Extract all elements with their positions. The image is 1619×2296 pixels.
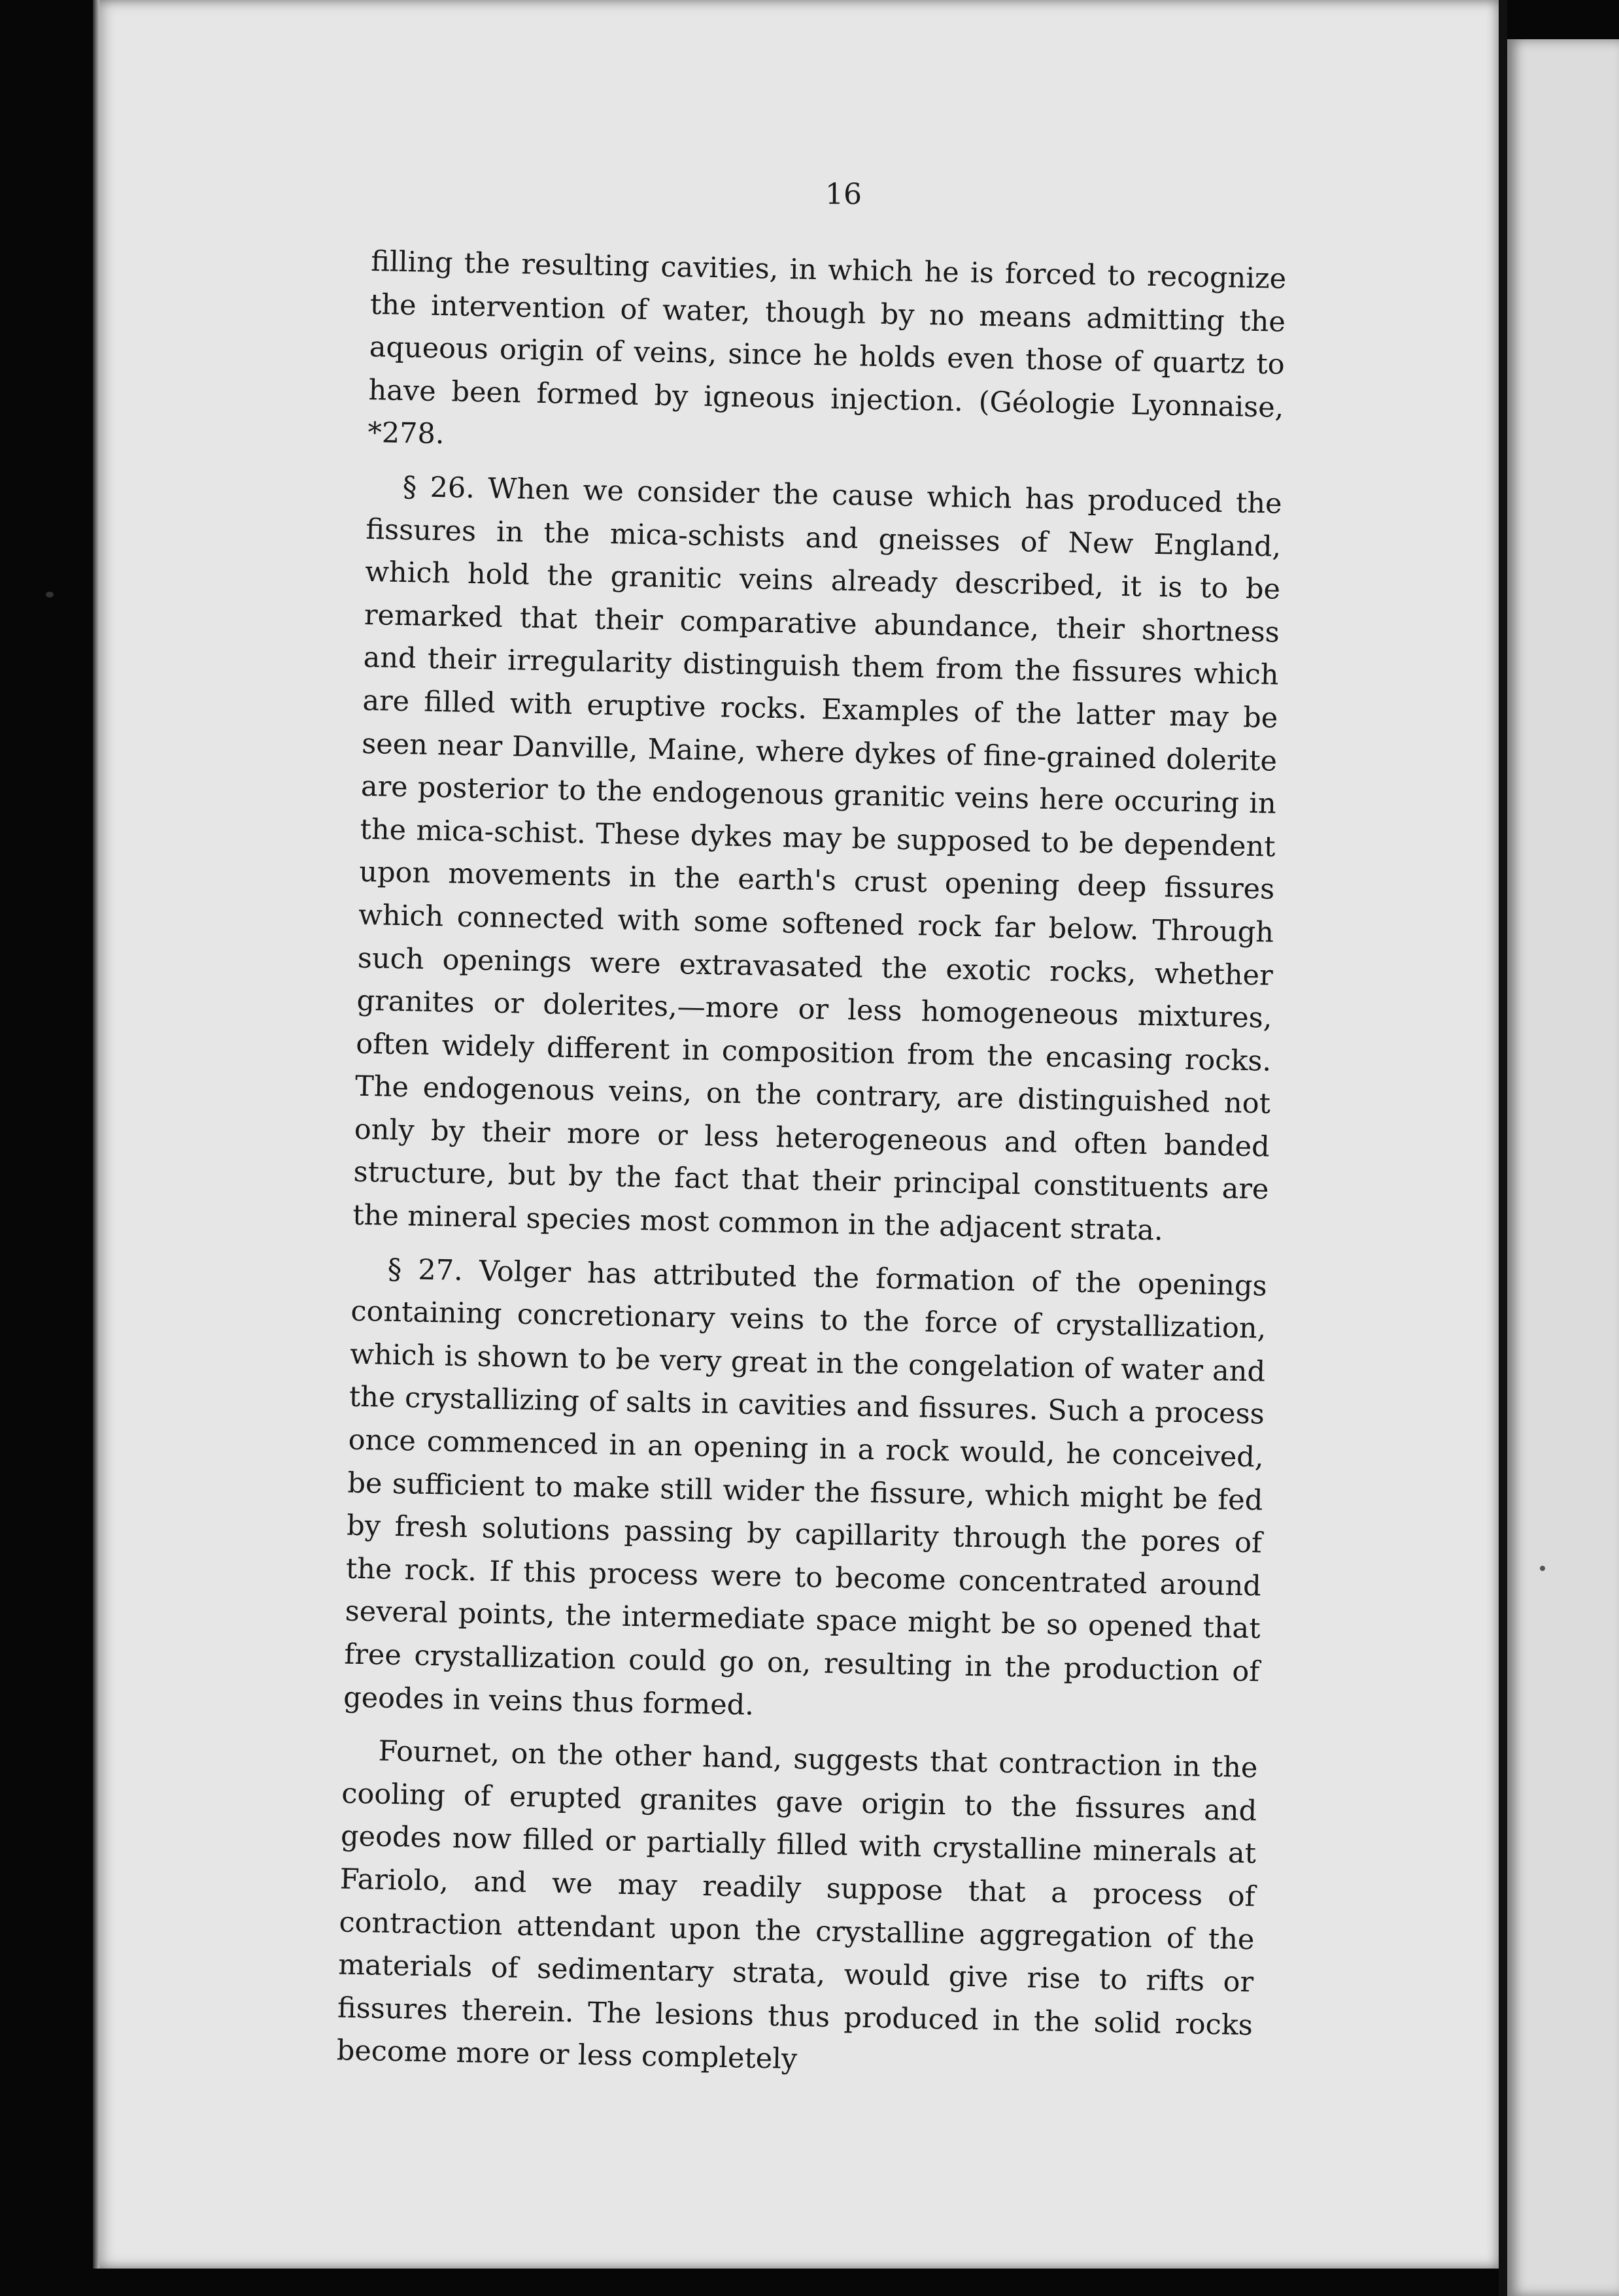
paragraph-section-27: § 27. Volger has attributed the formation of the openings containing concretionary veins to the force of crystallization, which is shown to be very great in the congelation of water and the crystallizing of salts in cavities and fissures. Such a process once commenced in an opening in a rock would, he conceived, be sufficient to make still wider the fissure, which might be fed by fresh solutions passing by capillarity through the pores of the rock. If this process were to become concentrated around several points, the intermediate space might be so opened that free crystallization could go on, resulting in the production of geodes in veins thus formed. <box>343 1253 1268 1722</box>
page-binding-shadow <box>93 0 99 2269</box>
paragraph-1: filling the resulting cavities, in which he is forced to recognize the intervention of water, though by no means admitting the aqueous origin of veins, since he holds even those of quartz to have been formed by igneous injection. (Géologie Lyonnaise, *278. <box>367 245 1287 451</box>
page-number: 16 <box>825 178 862 211</box>
paragraph-section-26: § 26. When we consider the cause which has produced the fissures in the mica-schists and gneisses of New England, which hold the granitic veins already described, it is to be remarked that their comparative abundance, their shortness and their irregularity distinguish them from the fissures which are filled with eruptive rocks. Examples of the latter may be seen near Danville, Maine, where dykes of fine-grained dolerite are posterior to the endogenous granitic veins here occuring in the mica-schist. These dykes may be supposed to be dependent upon movements in the earth's crust opening deep fissures which connected with some softened rock far below. Through such openings were extravasated the exotic rocks, whether granites or dolerites,—more or less homogeneous mixtures, often widely different in composition from the encasing rocks. The endogenous veins, on the contrary, are distinguished not only by their more or less heterogeneous and often banded structure, but by the fact that their principal constituents are the mineral species most common in the adjacent strata. <box>352 470 1283 1247</box>
body-text <box>336 241 1287 2101</box>
page-gutter <box>1499 0 1507 2296</box>
scan-speck <box>1540 1566 1545 1571</box>
paragraph-fournet: Fournet, on the other hand, suggests that contraction in the cooling of erupted granites gave origin to the fissures and geodes now filled or partially filled with crystalline minerals at Fariolo, and we may readily suppose that a process of contraction attendant upon the crystalline aggregation of the materials of sedimentary strata, would give rise to rifts or fissures therein. The lesions thus produced in the solid rocks become more or less completely <box>336 1734 1258 2076</box>
adjacent-page-edge <box>1507 39 1619 2296</box>
scan-speck <box>46 592 54 598</box>
